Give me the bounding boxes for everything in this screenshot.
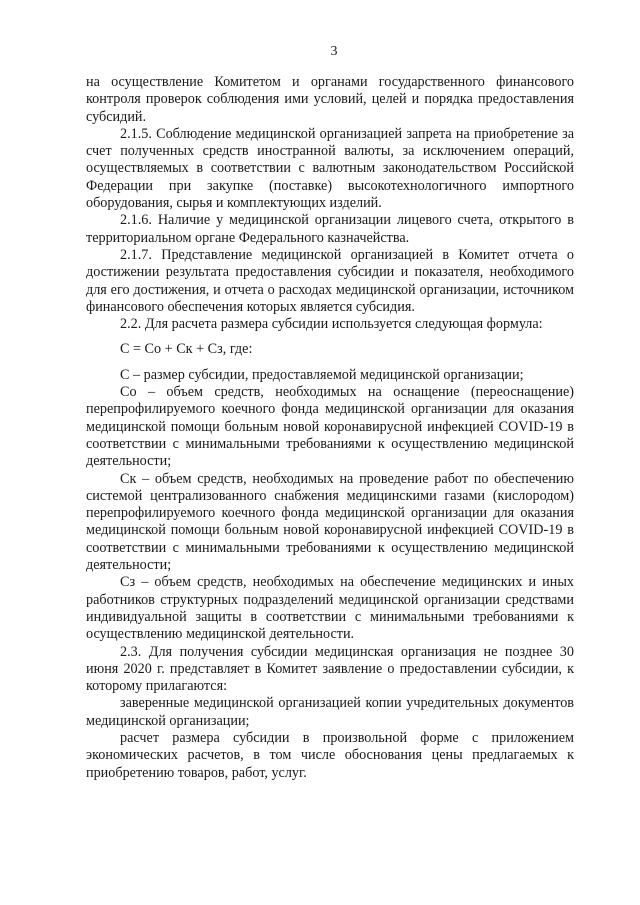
paragraph-2-1-7: 2.1.7. Представление медицинской организацией в Комитет отчета о достижении результата предоставления субсидии и показателя, необходимого для его достижения, и отчета о расходах медицинской организации, источником финансового обеспечения которых является субсидия.	[86, 246, 574, 315]
definition-c: С – размер субсидии, предоставляемой медицинской организации;	[120, 366, 524, 383]
formula: С = Со + Ск + Сз, где:	[120, 341, 253, 358]
list-item-calculation: расчет размера субсидии в произвольной форме с приложением экономических расчетов, в том числе обоснования цены предлагаемых к приобретению товаров, работ, услуг.	[86, 729, 574, 781]
definition-cz: Сз – объем средств, необходимых на обеспечение медицинских и иных работников структурных подразделений медицинской организации средствами индивидуальной защиты в соответствии с минимальными требованиями к осуществлению медицинской деятельности.	[86, 574, 574, 643]
definition-ck: Ск – объем средств, необходимых на проведение работ по обеспечению системой централизованного снабжения медицинскими газами (кислородом) перепрофилируемого коечного фонда медицинской организации для оказания медицинской помощи больным новой коронавирусной инфекцией COVID-19 в соответствии с минимальными требованиями к осуществлению медицинской деятельности;	[86, 470, 574, 574]
paragraph-continuation: на осуществление Комитетом и органами государственного финансового контроля проверок соблюдения ими условий, целей и порядка предоставления субсидий.	[86, 74, 574, 125]
paragraph-2-3: 2.3. Для получения субсидии медицинская организация не позднее 30 июня 2020 г. представляет в Комитет заявление о предоставлении субсидии, к которому прилагаются:	[86, 643, 574, 695]
paragraph-2-1-5: 2.1.5. Соблюдение медицинской организацией запрета на приобретение за счет полученных средств иностранной валюты, за исключением операций, осуществляемых в соответствии с валютным законодательством Российской Федерации при закупке (поставке) высокотехнологичного импортного оборудования, сырья и комплектующих изделий.	[86, 125, 574, 212]
paragraph-2-2: 2.2. Для расчета размера субсидии используется следующая формула:	[120, 316, 543, 333]
definition-co: Со – объем средств, необходимых на оснащение (переоснащение) перепрофилируемого коечного фонда медицинской организации для оказания медицинской помощи больным новой коронавирусной инфекцией COVID-19 в соответствии с минимальными требованиями к осуществлению медицинской деятельности;	[86, 384, 574, 470]
paragraph-2-1-6: 2.1.6. Наличие у медицинской организации лицевого счета, открытого в территориальном органе Федерального казначейства.	[86, 212, 574, 246]
page-number: 3	[330, 44, 338, 59]
list-item-copies: заверенные медицинской организацией копии учредительных документов медицинской организации;	[86, 695, 574, 729]
